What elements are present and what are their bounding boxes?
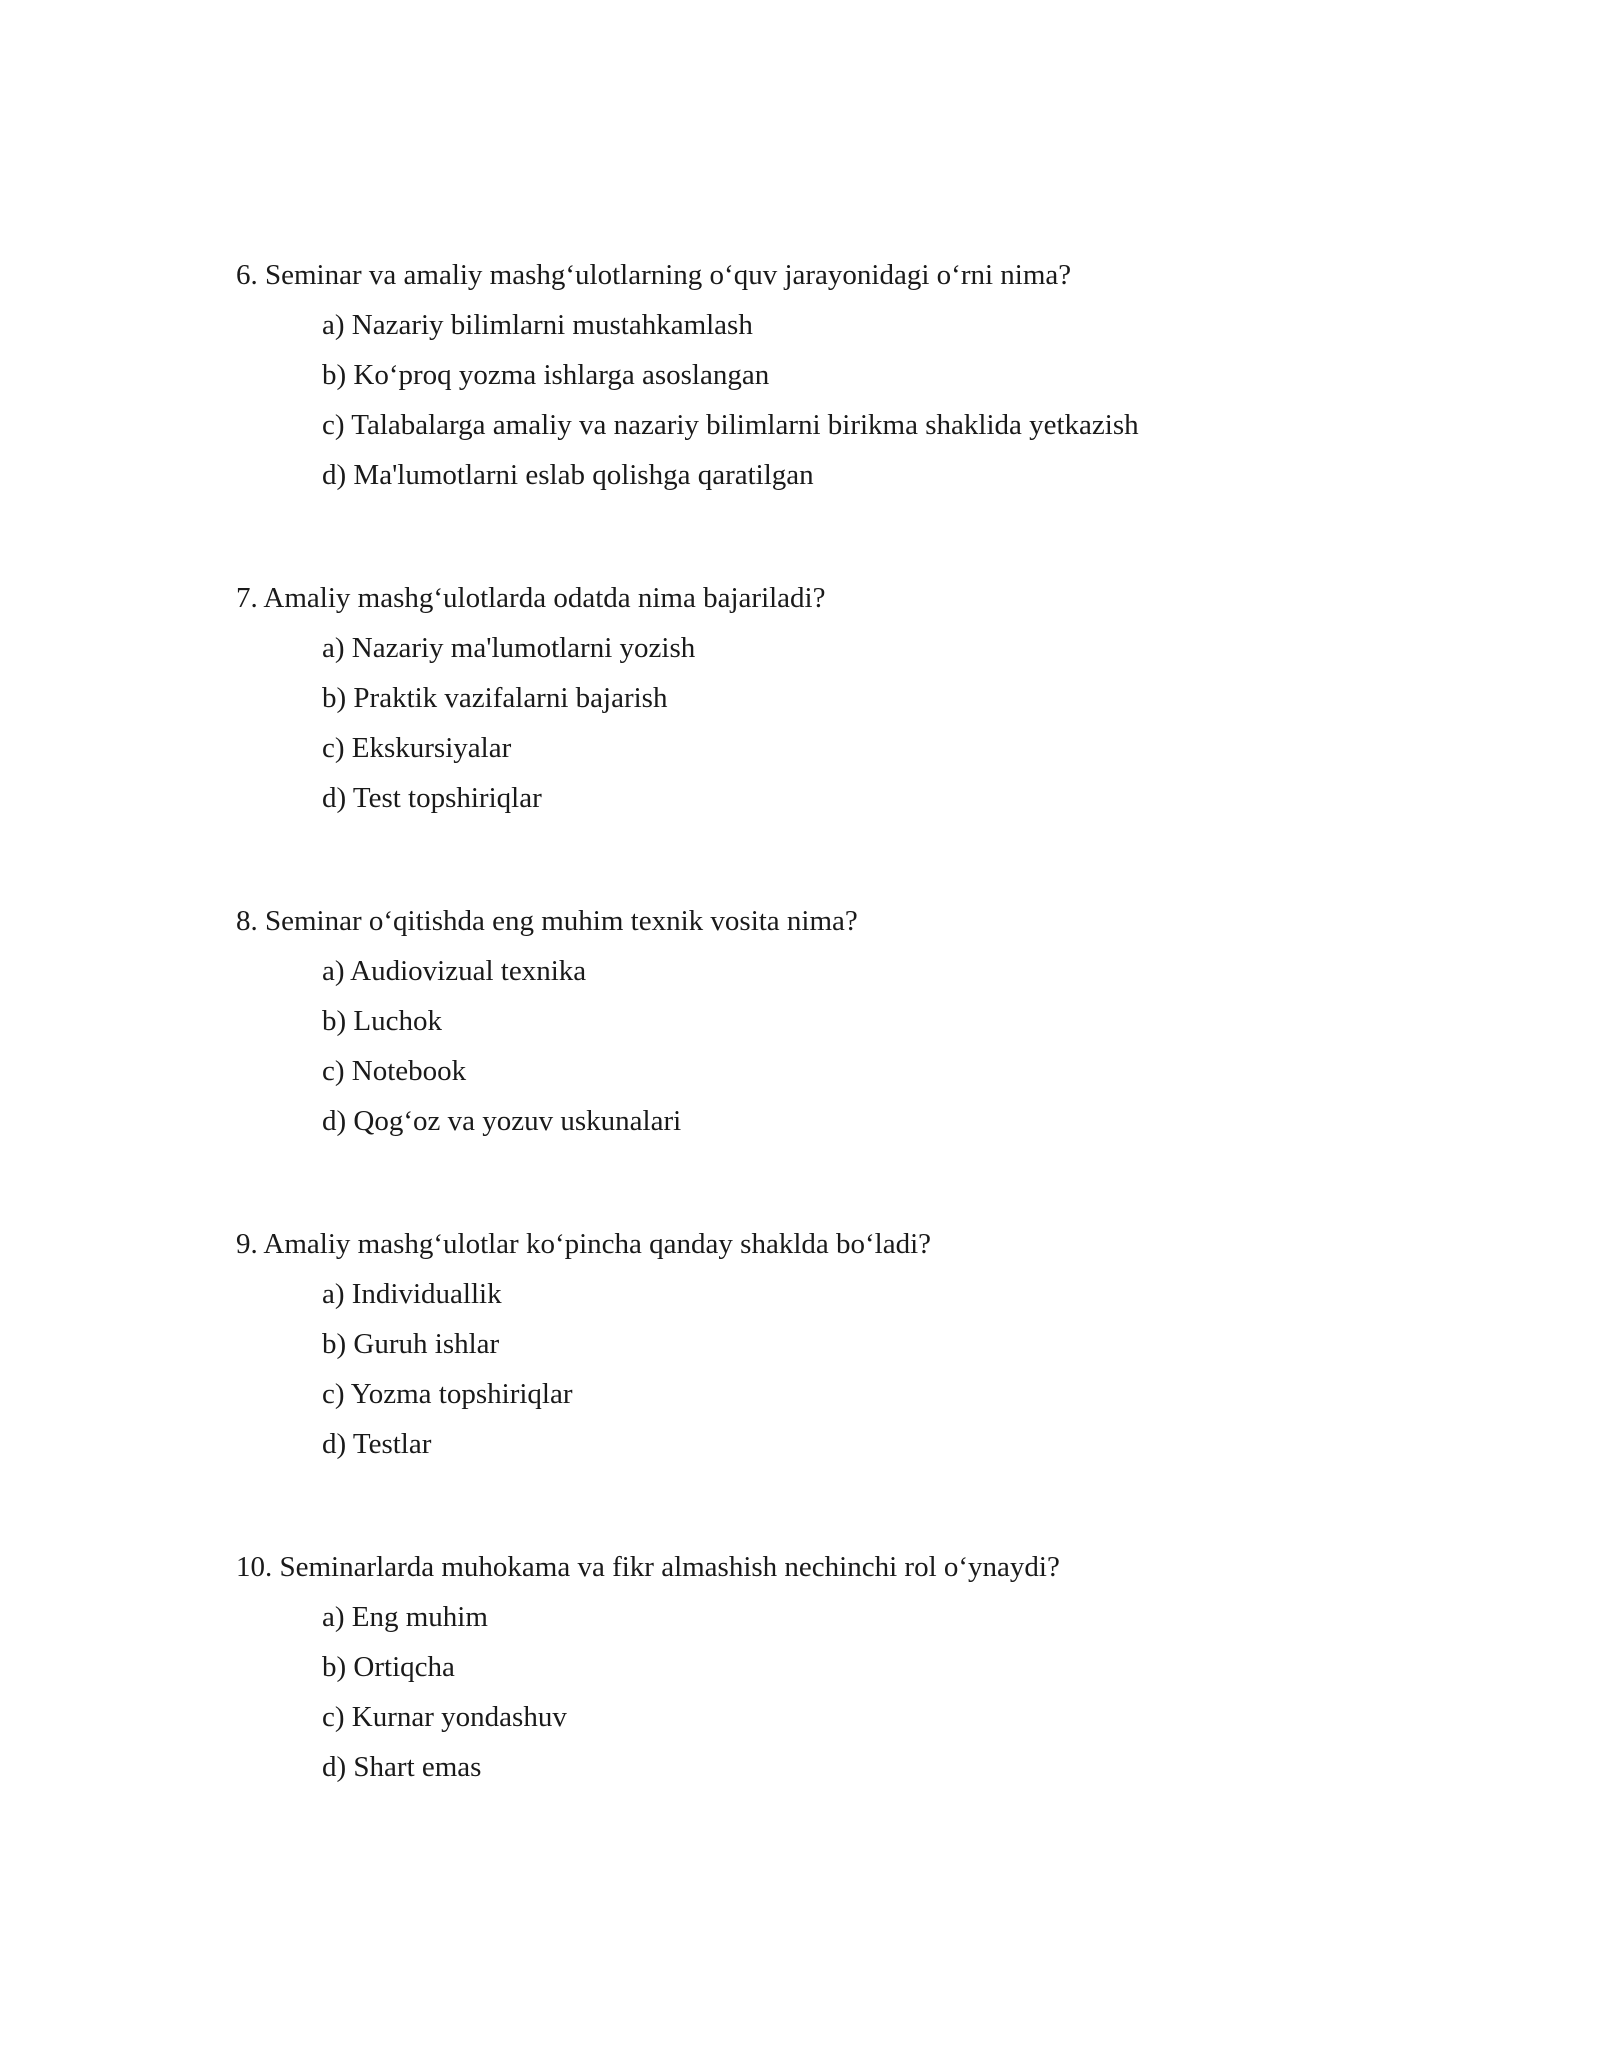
- option-list: [322, 1599, 1436, 1799]
- option-c: c) Notebook: [322, 1055, 467, 1087]
- option-b: b) Ko‘proq yozma ishlarga asoslangan: [322, 359, 770, 391]
- option-c: c) Kurnar yondashuv: [322, 1701, 567, 1733]
- option-a: a) Audiovizual texnika: [322, 955, 587, 987]
- option-list: [322, 1276, 1436, 1476]
- option-list: [322, 953, 1436, 1153]
- option-a: a) Nazariy ma'lumotlarni yozish: [322, 632, 696, 664]
- option-c: c) Yozma topshiriqlar: [322, 1378, 573, 1410]
- question-9: [236, 1226, 1436, 1476]
- option-list: [322, 630, 1436, 830]
- question-text: 8. Seminar o‘qitishda eng muhim texnik vosita nima?: [236, 905, 858, 937]
- question-text: 6. Seminar va amaliy mashg‘ulotlarning o‘quv jarayonidagi o‘rni nima?: [236, 259, 1072, 291]
- question-10: [236, 1549, 1436, 1799]
- option-list: [322, 307, 1436, 507]
- option-d: d) Testlar: [322, 1428, 432, 1460]
- option-b: b) Praktik vazifalarni bajarish: [322, 682, 668, 714]
- question-text: 7. Amaliy mashg‘ulotlarda odatda nima bajariladi?: [236, 582, 826, 614]
- option-d: d) Shart emas: [322, 1751, 482, 1783]
- question-text: 9. Amaliy mashg‘ulotlar ko‘pincha qanday shaklda bo‘ladi?: [236, 1228, 932, 1260]
- question-7: [236, 580, 1436, 830]
- question-text: 10. Seminarlarda muhokama va fikr almashish nechinchi rol o‘ynaydi?: [236, 1551, 1060, 1583]
- option-d: d) Qog‘oz va yozuv uskunalari: [322, 1105, 682, 1137]
- option-a: a) Nazariy bilimlarni mustahkamlash: [322, 309, 753, 341]
- option-c: c) Talabalarga amaliy va nazariy bilimlarni birikma shaklida yetkazish: [322, 409, 1139, 441]
- option-b: b) Guruh ishlar: [322, 1328, 500, 1360]
- option-c: c) Ekskursiyalar: [322, 732, 512, 764]
- option-b: b) Luchok: [322, 1005, 442, 1037]
- option-d: d) Test topshiriqlar: [322, 782, 542, 814]
- option-b: b) Ortiqcha: [322, 1651, 455, 1683]
- question-8: [236, 903, 1436, 1153]
- option-d: d) Ma'lumotlarni eslab qolishga qaratilgan: [322, 459, 814, 491]
- option-a: a) Individuallik: [322, 1278, 502, 1310]
- question-6: [236, 257, 1436, 507]
- option-a: a) Eng muhim: [322, 1601, 488, 1633]
